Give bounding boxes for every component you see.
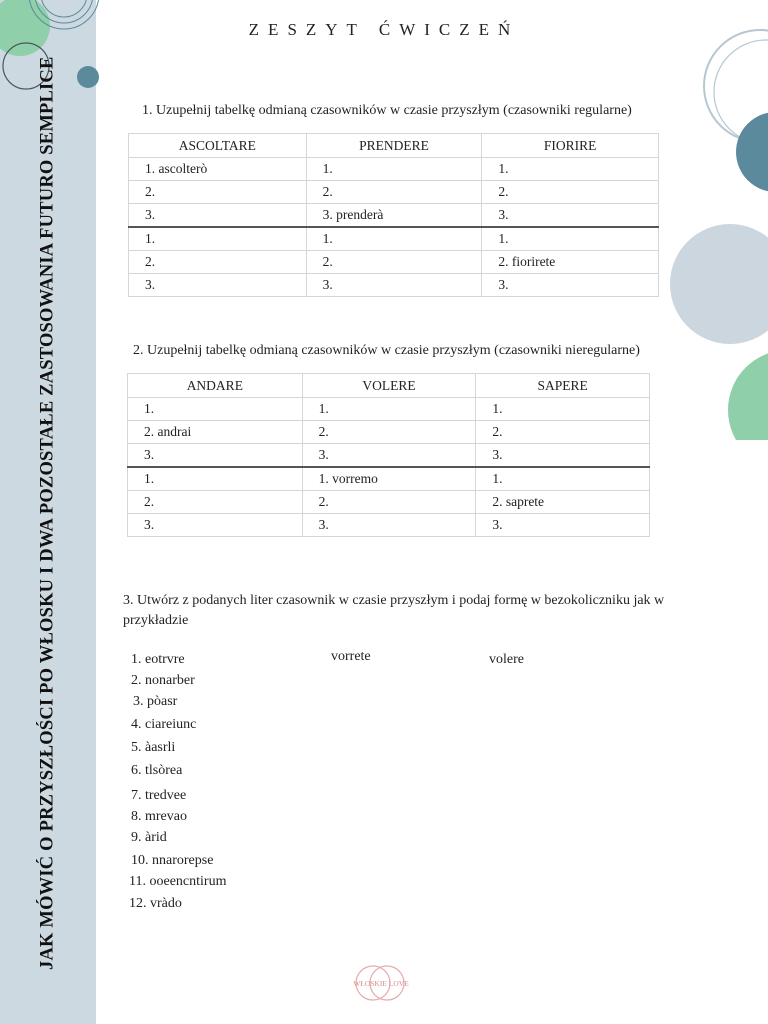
- table-cell[interactable]: 2.: [306, 251, 482, 274]
- table-header-row: [129, 134, 659, 158]
- table-row: [128, 421, 650, 444]
- exercise3-instruction: 3. Utwórz z podanych liter czasownik w czasie przyszłym i podaj formę w bezokoliczniku jak w przykładzie: [123, 593, 665, 628]
- table-cell[interactable]: 3.: [128, 444, 303, 468]
- table-cell[interactable]: 1.: [482, 227, 659, 251]
- table-header-row: [128, 374, 650, 398]
- page-title: ZESZYT ĆWICZEŃ: [248, 20, 520, 39]
- table-cell[interactable]: 2.: [302, 491, 476, 514]
- table-header: SAPERE: [476, 374, 650, 398]
- table-cell[interactable]: 2.: [129, 251, 307, 274]
- table-cell[interactable]: 1.: [302, 398, 476, 421]
- table-cell[interactable]: 1.: [482, 158, 659, 181]
- table-cell[interactable]: 2.: [302, 421, 476, 444]
- table-row: [128, 444, 650, 468]
- table-row: [129, 158, 659, 181]
- list-item: 6. tlsòrea: [131, 763, 183, 778]
- table-cell[interactable]: 3.: [476, 444, 650, 468]
- decorative-circles-right: [660, 20, 768, 440]
- table-cell[interactable]: 2.: [476, 421, 650, 444]
- table-cell[interactable]: 1.: [129, 227, 307, 251]
- table-cell[interactable]: 1.: [128, 398, 303, 421]
- table-cell[interactable]: 3.: [302, 444, 476, 468]
- table-cell[interactable]: 2.: [482, 181, 659, 204]
- list-item: 10. nnarorepse: [131, 853, 214, 868]
- exercise1-instruction: 1. Uzupełnij tabelkę odmianą czasowników w czasie przyszłym (czasowniki regularne): [142, 103, 632, 118]
- table-cell[interactable]: 1.: [476, 398, 650, 421]
- list-item: 11. ooeencntirum: [129, 874, 227, 889]
- brand-logo: [350, 962, 412, 1004]
- table-cell[interactable]: 1. vorremo: [302, 467, 476, 491]
- list-item: 1. eotrvre: [131, 652, 185, 667]
- list-item: 3. pòasr: [133, 694, 178, 709]
- table-row: [129, 274, 659, 297]
- list-item: 7. tredvee: [131, 788, 187, 803]
- exercise2-table: [127, 373, 650, 537]
- table-header: ASCOLTARE: [129, 134, 307, 158]
- example-future-answer: vorrete: [331, 649, 371, 664]
- list-item: 2. nonarber: [131, 673, 195, 688]
- table-cell[interactable]: 3.: [129, 204, 307, 228]
- table-cell[interactable]: 3.: [129, 274, 307, 297]
- table-header: PRENDERE: [306, 134, 482, 158]
- logo-text: WŁOSKIE LOVE: [353, 979, 409, 988]
- list-item: 8. mrevao: [131, 809, 187, 824]
- table-cell[interactable]: 1.: [306, 158, 482, 181]
- table-cell[interactable]: 2. saprete: [476, 491, 650, 514]
- table-cell[interactable]: 2.: [129, 181, 307, 204]
- table-cell[interactable]: 3.: [482, 204, 659, 228]
- table-cell[interactable]: 1.: [306, 227, 482, 251]
- table-cell[interactable]: 3.: [306, 274, 482, 297]
- table-cell[interactable]: 2.: [306, 181, 482, 204]
- table-header: ANDARE: [128, 374, 303, 398]
- table-row: [128, 398, 650, 421]
- table-cell[interactable]: 1.: [128, 467, 303, 491]
- table-row: [128, 467, 650, 491]
- table-cell[interactable]: 2. andrai: [128, 421, 303, 444]
- table-row: [129, 227, 659, 251]
- table-cell[interactable]: 3.: [482, 274, 659, 297]
- table-row: [129, 251, 659, 274]
- example-infinitive-answer: volere: [489, 652, 524, 667]
- table-cell[interactable]: 3.: [302, 514, 476, 537]
- table-row: [129, 181, 659, 204]
- list-item: 5. àasrli: [131, 740, 176, 755]
- table-row: [129, 204, 659, 228]
- list-item: 12. vràdo: [129, 896, 182, 911]
- table-cell[interactable]: 2.: [128, 491, 303, 514]
- table-header: VOLERE: [302, 374, 476, 398]
- sidebar-title: JAK MÓWIĆ O PRZYSZŁOŚCI PO WŁOSKU I DWA POZOSTAŁE ZASTOSOWANIA FUTURO SEMPLICE: [37, 56, 58, 970]
- table-cell[interactable]: 3.: [476, 514, 650, 537]
- table-cell[interactable]: 3. prenderà: [306, 204, 482, 228]
- list-item: 4. ciareiunc: [131, 717, 197, 732]
- table-cell[interactable]: 3.: [128, 514, 303, 537]
- table-cell[interactable]: 2. fiorirete: [482, 251, 659, 274]
- table-cell[interactable]: 1. ascolterò: [129, 158, 307, 181]
- exercise2-instruction: 2. Uzupełnij tabelkę odmianą czasowników w czasie przyszłym (czasowniki nieregularne): [133, 343, 640, 358]
- list-item: 9. àrid: [131, 830, 167, 845]
- table-cell[interactable]: 1.: [476, 467, 650, 491]
- exercise1-table: [128, 133, 659, 297]
- table-header: FIORIRE: [482, 134, 659, 158]
- table-row: [128, 491, 650, 514]
- table-row: [128, 514, 650, 537]
